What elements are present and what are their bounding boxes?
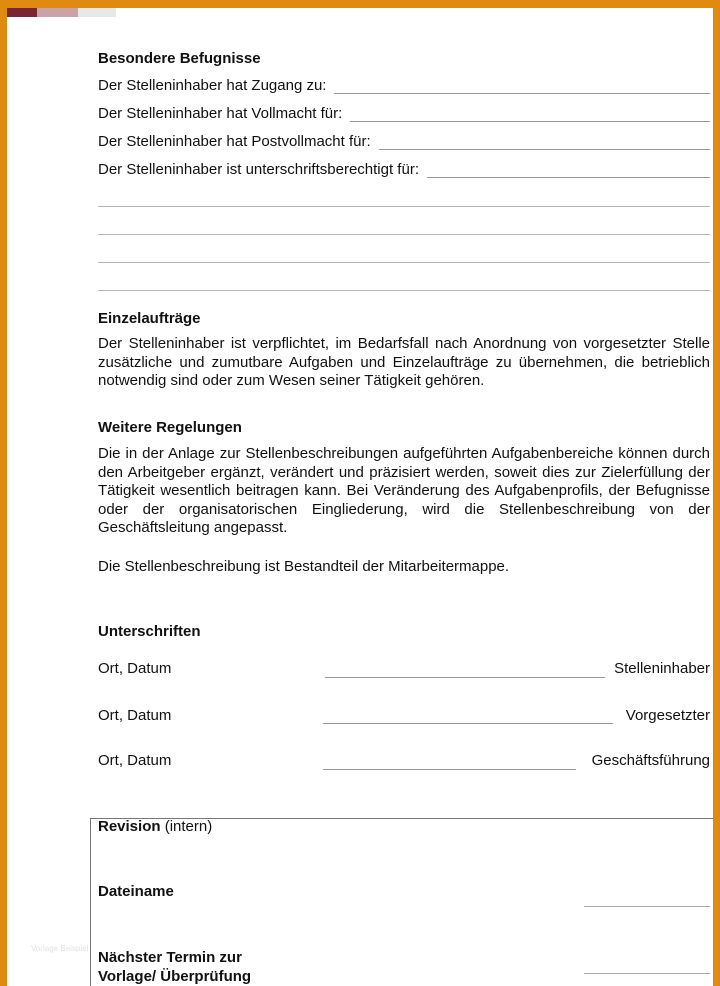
befugnis-label: Der Stelleninhaber hat Zugang zu:	[98, 77, 327, 94]
befugnis-label: Der Stelleninhaber hat Vollmacht für:	[98, 105, 343, 122]
signature-line-vorgesetzter[interactable]	[323, 723, 613, 724]
sig-label-ort-datum: Ort, Datum	[98, 707, 172, 724]
regelungen-text-2: Die Stellenbeschreibung ist Bestandteil der Mitarbeitermappe.	[98, 558, 510, 575]
dateiname-label	[98, 883, 174, 900]
blank-line[interactable]	[98, 262, 710, 263]
signature-line-geschaeftsfuehrung[interactable]	[323, 769, 576, 770]
revision-label	[98, 818, 212, 835]
header-bar-light	[78, 8, 116, 17]
befugnis-row-postvollmacht	[98, 130, 710, 150]
befugnis-label: Der Stelleninhaber hat Postvollmacht für:	[98, 133, 371, 150]
termin-label-line1: Nächster Termin zur	[98, 949, 242, 966]
sig-role-geschaeftsfuehrung: Geschäftsführung	[591, 752, 710, 769]
fill-line[interactable]	[334, 79, 710, 94]
dateiname-label-text: Dateiname	[98, 883, 174, 900]
blank-line[interactable]	[98, 290, 710, 291]
termin-label-line2: Vorlage/ Überprüfung	[98, 968, 252, 985]
termin-line[interactable]	[584, 973, 710, 974]
befugnis-row-vollmacht	[98, 102, 710, 122]
blank-line[interactable]	[98, 206, 710, 207]
header-bar-dark	[7, 8, 37, 17]
section-heading-unterschriften: Unterschriften	[98, 623, 201, 640]
section-heading-einzelauftraege: Einzelaufträge	[98, 310, 201, 327]
befugnis-row-zugang	[98, 74, 710, 94]
sig-role-stelleninhaber: Stelleninhaber	[614, 660, 710, 677]
befugnis-row-unterschrift	[98, 158, 710, 178]
signature-line-stelleninhaber[interactable]	[325, 677, 605, 678]
section-heading-befugnisse: Besondere Befugnisse	[98, 50, 261, 67]
section-heading-regelungen: Weitere Regelungen	[98, 419, 242, 436]
sig-label-ort-datum: Ort, Datum	[98, 752, 172, 769]
header-bar-pink	[37, 8, 78, 17]
document-page	[7, 8, 713, 986]
revision-label-bold: Revision	[98, 818, 161, 835]
termin-label	[98, 948, 251, 986]
watermark: Vorlage Beispiel	[31, 944, 89, 953]
fill-line[interactable]	[379, 135, 710, 150]
blank-line[interactable]	[98, 234, 710, 235]
sig-role-vorgesetzter: Vorgesetzter	[625, 707, 710, 724]
befugnis-label: Der Stelleninhaber ist unterschriftsberechtigt für:	[98, 161, 419, 178]
revision-label-rest: (intern)	[160, 818, 213, 835]
regelungen-text: Die in der Anlage zur Stellenbeschreibungen aufgeführten Aufgabenbereiche können durch den Arbeitgeber ergänzt, verändert und präzisiert werden, soweit dies zur Zielerfüllung der Tätigkeit wesentlich beitragen kann. Bei Veränderung des Aufgabenprofils, der Befugnisse oder der organisatorischen Eingliederung, wird die Stellenbeschreibung von der Geschäftsleitung angepasst.	[98, 445, 710, 536]
einzelauftraege-text: Der Stelleninhaber ist verpflichtet, im Bedarfsfall nach Anordnung von vorgesetzter Stelle zusätzliche und zumutbare Aufgaben und Einzelaufträge zu übernehmen, die betrieblich notwendig sind oder zum Wesen seiner Tätigkeit gehören.	[98, 335, 710, 389]
fill-line[interactable]	[427, 163, 710, 178]
dateiname-line[interactable]	[584, 906, 710, 907]
sig-label-ort-datum: Ort, Datum	[98, 660, 172, 677]
fill-line[interactable]	[350, 107, 710, 122]
